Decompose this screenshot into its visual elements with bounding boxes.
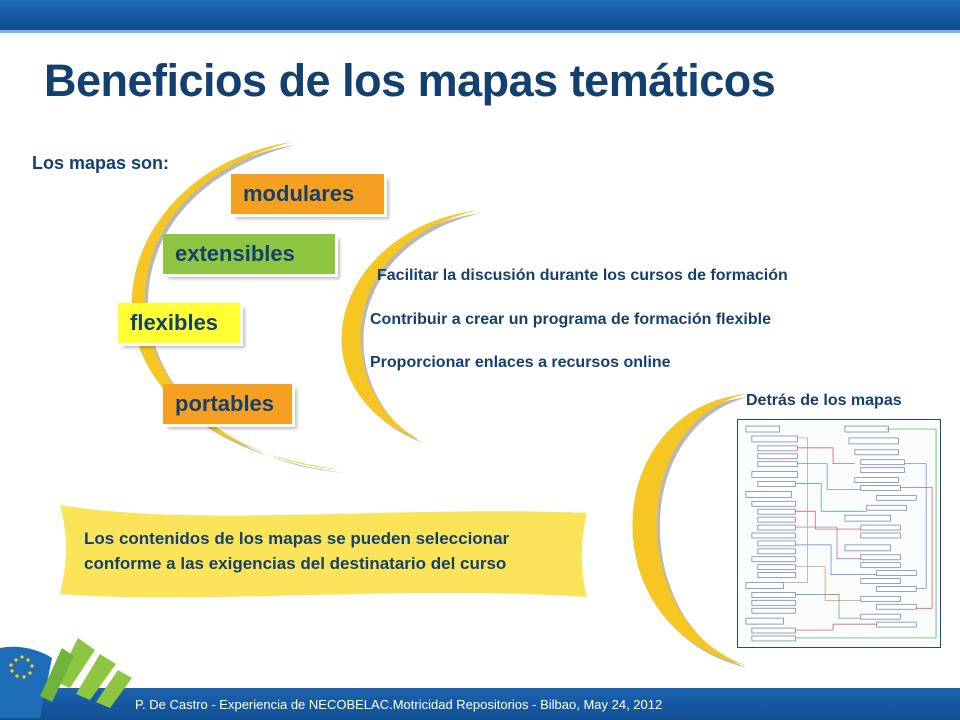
behind-maps-label: Detrás de los mapas — [746, 392, 902, 409]
necobelac-logo-icon — [0, 620, 135, 720]
benefit-item: Facilitar la discusión durante los cursos de formación — [377, 267, 788, 284]
callout-text — [84, 526, 584, 576]
footer-text: P. De Castro - Experiencia de NECOBELAC.Motricidad Repositorios - Bilbao, May 24, 2012 — [135, 697, 663, 712]
callout-line: conforme a las exigencias del destinatario del curso — [84, 554, 507, 573]
tag-flexibles: flexibles — [118, 303, 240, 343]
slide-title: Beneficios de los mapas temáticos — [44, 55, 776, 106]
tag-portables: portables — [163, 384, 292, 424]
benefit-item: Contribuir a crear un programa de formación flexible — [370, 311, 771, 328]
intro-label: Los mapas son: — [32, 153, 170, 173]
tag-modulares: modulares — [231, 174, 384, 214]
callout-line: Los contenidos de los mapas se pueden seleccionar — [84, 529, 510, 548]
benefit-item: Proporcionar enlaces a recursos online — [370, 354, 671, 371]
tag-extensibles: extensibles — [163, 234, 335, 274]
